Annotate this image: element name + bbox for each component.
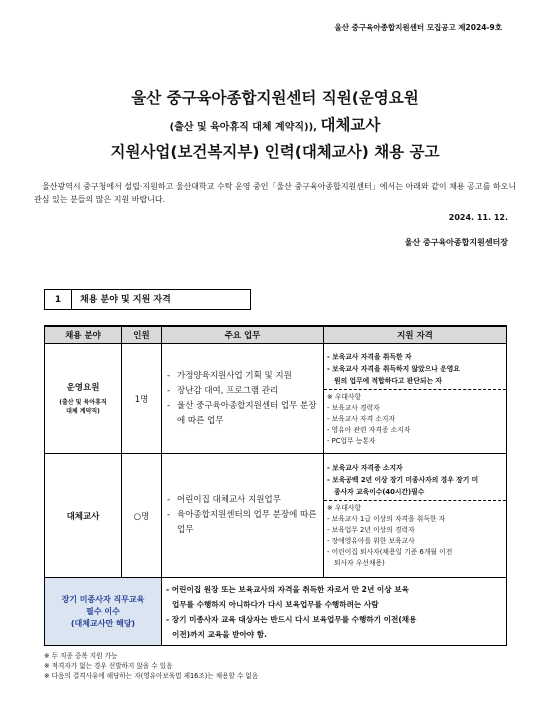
header-count: 인원	[122, 326, 162, 344]
duty-item: - 육아종합지원센터의 업무 분장에 따른 업무	[167, 508, 323, 538]
duty-text: 울산 중구육아종합지원센터 업무 분장에 따른 업무	[177, 400, 317, 426]
long-term-label: 장기 미종사자 직무교육	[61, 594, 145, 604]
preferred-line: 퇴사자 우선채용)	[334, 559, 385, 567]
header-duties: 주요 업무	[162, 326, 324, 344]
recruitment-table	[44, 325, 507, 646]
table-row	[45, 454, 507, 578]
table-header-row	[45, 326, 507, 344]
title-line-2	[0, 113, 550, 135]
title-line-2-big: 대체교사	[320, 116, 381, 134]
count-cell: 1명	[122, 344, 162, 454]
long-term-line: - 어린이집 원장 또는 보육교사의 자격을 취득한 자로서 만 2년 이상 보육	[166, 584, 409, 594]
long-term-label: 필수 이수	[86, 606, 120, 616]
role-cell	[45, 454, 122, 578]
required-line: - 보육교사 자격을 취득하지 않았으나 운영요	[327, 364, 460, 373]
header-role: 채용 분야	[45, 326, 122, 344]
table-row	[45, 344, 507, 454]
note-item: ※ 두 직종 중복 지원 가능	[44, 652, 118, 660]
table-row-long-term	[45, 578, 507, 646]
preferred-line: - 보육교사 경력자	[327, 403, 380, 412]
preferred-qualifications	[324, 389, 506, 449]
preferred-line: ※ 우대사항	[327, 392, 362, 401]
preferred-line: - 장애영유아를 위한 보육교사	[327, 537, 415, 545]
title-line-2-small: (출산 및 육아휴직 대체 계약직)),	[169, 122, 321, 133]
qualifications-cell	[324, 454, 507, 578]
long-term-label-cell	[45, 578, 162, 646]
title-line-3: 지원사업(보건복지부) 인력(대체교사) 채용 공고	[110, 143, 440, 161]
preferred-qualifications	[324, 500, 506, 571]
duty-text: 장난감 대여, 프로그램 관리	[177, 385, 279, 396]
required-qualifications	[324, 460, 506, 500]
long-term-line: - 장기 미종사자 교육 대상자는 반드시 다시 보육업무를 수행하기 이전(채용	[166, 614, 417, 624]
duties-cell	[162, 344, 324, 454]
role-subtitle-line: (출산 및 육아휴직	[59, 399, 107, 406]
long-term-line: 이전)까지 교육을 받아야 함.	[172, 629, 267, 639]
role-name: 운영요원	[66, 383, 100, 393]
title-line-1: 울산 중구육아종합지원센터 직원(운영요원	[131, 89, 419, 107]
required-line: - 보육교사 자격을 취득한 자	[327, 352, 412, 361]
preferred-line: - 보육교사 자격 소지자	[327, 414, 396, 423]
long-term-line: 업무를 수행하지 아니하다가 다시 보육업무를 수행하려는 사람	[172, 599, 379, 609]
preferred-line: - 영유아 관련 자격증 소지자	[327, 425, 411, 434]
duty-item: - 어린이집 대체교사 지원업무	[167, 493, 323, 508]
section-title: 채용 분야 및 지원 자격	[72, 289, 251, 310]
preferred-line: - 보육교사 1급 이상의 자격을 취득한 자	[327, 515, 446, 523]
required-qualifications	[324, 349, 506, 389]
note-item: ※ 적격자가 없는 경우 선발하지 않을 수 있음	[44, 662, 173, 670]
section-number: 1	[44, 289, 72, 310]
count-cell: ○명	[122, 454, 162, 578]
notice-date: 2024. 11. 12.	[448, 213, 508, 222]
role-subtitle	[45, 398, 121, 416]
duty-item: - 울산 중구육아종합지원센터 업무 분장에 따른 업무	[167, 399, 323, 429]
required-line: - 보육교사 자격증 소지자	[327, 464, 403, 472]
role-name: 대체교사	[66, 511, 100, 522]
duty-text: 가정양육지원사업 기획 및 지원	[177, 370, 292, 381]
long-term-label: (대체교사만 해당)	[70, 618, 136, 628]
notice-number: 울산 중구육아종합지원센터 모집공고 제2024-9호	[334, 23, 502, 32]
long-term-description-cell	[162, 578, 507, 646]
duty-item: - 가정양육지원사업 기획 및 지원	[167, 369, 323, 384]
duty-text: 육아종합지원센터의 업무 분장에 따른 업무	[177, 510, 317, 535]
qualifications-cell	[324, 344, 507, 454]
role-cell	[45, 344, 122, 454]
preferred-line: - 어린이집 퇴사자(채용일 기준 6개월 이전	[327, 548, 453, 556]
notes	[44, 651, 258, 681]
duty-text: 어린이집 대체교사 지원업무	[177, 495, 281, 505]
required-line: 원의 업무에 적합하다고 판단되는 자	[334, 376, 442, 385]
preferred-line: ※ 우대사항	[327, 504, 362, 512]
required-line: 종사자 교육이수(40시간)필수	[334, 488, 425, 496]
intro-paragraph: 울산광역시 중구청에서 설립·지원하고 울산대학교 수탁 운영 중인「울산 중구육아종합지원센터」에서는 아래와 같이 채용 공고를 하오니 관심 있는 분들의 많은 지원 바랍니다.	[34, 182, 517, 204]
duty-item: - 장난감 대여, 프로그램 관리	[167, 384, 323, 399]
duties-cell	[162, 454, 324, 578]
preferred-line: - 보육업무 2년 이상의 경력자	[327, 526, 415, 534]
organization-name: 울산 중구육아종합지원센터장	[404, 238, 508, 247]
header-qualifications: 지원 자격	[324, 326, 507, 344]
role-subtitle-line: 대체 계약직)	[66, 408, 100, 415]
section-heading	[44, 289, 251, 310]
preferred-line: - PC업무 능통자	[327, 436, 376, 445]
required-line: - 보육공백 2년 이상 장기 미종사자의 경우 장기 미	[327, 476, 479, 484]
note-item: ※ 다음의 결격사유에 해당하는 자(영유아보육법 제16조)는 채용할 수 없음	[44, 672, 259, 680]
